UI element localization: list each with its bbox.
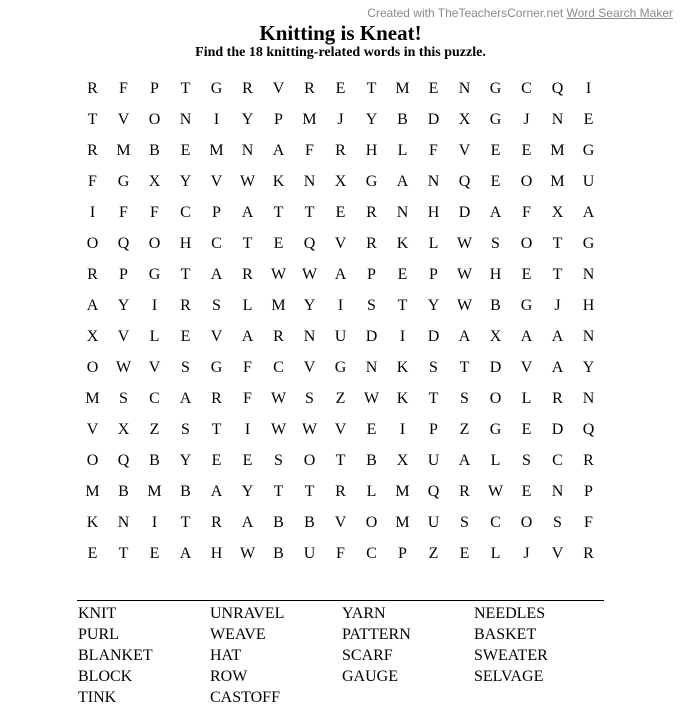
- word-list-item: NEEDLES: [474, 605, 546, 622]
- grid-letter: T: [180, 80, 191, 97]
- grid-letter: A: [520, 328, 533, 345]
- grid-letter: V: [520, 359, 533, 376]
- grid-letter: G: [489, 421, 502, 438]
- grid-letter: M: [271, 297, 286, 314]
- word-list-item: CASTOFF: [210, 689, 280, 706]
- grid-letter: M: [550, 142, 565, 159]
- grid-letter: X: [551, 204, 564, 221]
- grid-letter: S: [460, 390, 469, 407]
- grid-letter: M: [116, 142, 131, 159]
- grid-letter: T: [304, 483, 315, 500]
- grid-letter: T: [397, 297, 408, 314]
- grid-letter: V: [117, 111, 130, 128]
- grid-letter: X: [458, 111, 471, 128]
- grid-letter: R: [242, 80, 253, 97]
- grid-letter: E: [397, 266, 408, 283]
- grid-letter: I: [89, 204, 96, 221]
- grid-letter: D: [551, 421, 564, 438]
- grid-letter: N: [582, 390, 595, 407]
- grid-letter: O: [520, 173, 533, 190]
- grid-letter: Z: [335, 390, 346, 407]
- grid-letter: Y: [427, 297, 440, 314]
- grid-letter: P: [274, 111, 283, 128]
- grid-letter: N: [179, 111, 192, 128]
- grid-letter: P: [398, 545, 407, 562]
- grid-letter: W: [270, 266, 287, 283]
- grid-letter: U: [334, 328, 347, 345]
- grid-letter: Y: [241, 111, 254, 128]
- grid-letter: R: [335, 142, 346, 159]
- grid-letter: Z: [149, 421, 160, 438]
- grid-letter: R: [87, 142, 98, 159]
- grid-letter: N: [458, 80, 471, 97]
- grid-letter: Y: [582, 359, 595, 376]
- grid-letter: I: [337, 297, 344, 314]
- grid-letter: H: [179, 235, 192, 252]
- grid-letter: S: [212, 297, 221, 314]
- grid-letter: Y: [179, 452, 192, 469]
- grid-letter: V: [148, 359, 161, 376]
- grid-letter: E: [521, 483, 532, 500]
- grid-letter: I: [244, 421, 251, 438]
- grid-letter: R: [583, 452, 594, 469]
- grid-letter: W: [301, 266, 318, 283]
- grid-letter: X: [489, 328, 502, 345]
- word-list-item: GAUGE: [342, 668, 398, 685]
- grid-letter: P: [150, 80, 159, 97]
- grid-letter: P: [119, 266, 128, 283]
- word-list-item: UNRAVEL: [210, 605, 285, 622]
- grid-letter: I: [399, 328, 406, 345]
- grid-letter: R: [87, 80, 98, 97]
- grid-letter: A: [582, 204, 595, 221]
- grid-letter: F: [305, 142, 314, 159]
- grid-letter: U: [427, 452, 440, 469]
- grid-letter: V: [86, 421, 99, 438]
- grid-letter: V: [210, 328, 223, 345]
- grid-letter: N: [551, 483, 564, 500]
- grid-letter: M: [209, 142, 224, 159]
- grid-letter: N: [241, 142, 254, 159]
- grid-letter: Y: [117, 297, 130, 314]
- grid-letter: E: [490, 142, 501, 159]
- grid-letter: E: [459, 545, 470, 562]
- grid-letter: F: [429, 142, 438, 159]
- grid-letter: B: [149, 452, 160, 469]
- grid-letter: S: [553, 514, 562, 531]
- grid-letter: F: [119, 80, 128, 97]
- grid-letter: Q: [427, 483, 440, 500]
- grid-letter: X: [117, 421, 130, 438]
- grid-letter: G: [210, 80, 223, 97]
- grid-letter: T: [273, 483, 284, 500]
- grid-letter: B: [490, 297, 501, 314]
- grid-letter: E: [242, 452, 253, 469]
- grid-letter: S: [305, 390, 314, 407]
- grid-letter: E: [521, 142, 532, 159]
- grid-letter: H: [210, 545, 223, 562]
- grid-letter: Z: [428, 545, 439, 562]
- grid-letter: E: [180, 142, 191, 159]
- grid-letter: A: [396, 173, 409, 190]
- grid-letter: E: [87, 545, 98, 562]
- grid-letter: W: [301, 421, 318, 438]
- grid-letter: A: [551, 359, 564, 376]
- grid-letter: L: [149, 328, 160, 345]
- credit-line: [367, 6, 673, 20]
- grid-letter: G: [365, 173, 378, 190]
- grid-letter: W: [487, 483, 504, 500]
- grid-letter: A: [489, 204, 502, 221]
- grid-letter: R: [87, 266, 98, 283]
- grid-letter: H: [489, 266, 502, 283]
- grid-letter: S: [274, 452, 283, 469]
- grid-letter: A: [179, 390, 192, 407]
- grid-letter: R: [335, 483, 346, 500]
- grid-letter: X: [334, 173, 347, 190]
- grid-letter: P: [367, 266, 376, 283]
- grid-letter: L: [521, 390, 532, 407]
- grid-letter: A: [210, 483, 223, 500]
- grid-letter: R: [273, 328, 284, 345]
- grid-letter: E: [273, 235, 284, 252]
- grid-letter: G: [148, 266, 161, 283]
- grid-letter: K: [272, 173, 285, 190]
- grid-letter: K: [396, 390, 409, 407]
- grid-letter: V: [210, 173, 223, 190]
- grid-letter: D: [427, 328, 440, 345]
- word-list-item: SELVAGE: [474, 668, 544, 685]
- grid-letter: L: [242, 297, 253, 314]
- word-list-item: YARN: [342, 605, 386, 622]
- grid-letter: K: [396, 235, 409, 252]
- grid-letter: T: [180, 266, 191, 283]
- grid-letter: M: [147, 483, 162, 500]
- grid-letter: E: [521, 266, 532, 283]
- grid-letter: E: [180, 328, 191, 345]
- grid-letter: W: [456, 266, 473, 283]
- grid-letter: H: [365, 142, 378, 159]
- grid-letter: H: [427, 204, 440, 221]
- grid-letter: X: [148, 173, 161, 190]
- grid-letter: F: [119, 204, 128, 221]
- grid-letter: J: [523, 111, 530, 128]
- grid-letter: G: [334, 359, 347, 376]
- grid-letter: B: [118, 483, 129, 500]
- grid-letter: Y: [303, 297, 316, 314]
- grid-letter: Q: [551, 80, 564, 97]
- grid-letter: N: [427, 173, 440, 190]
- grid-letter: K: [396, 359, 409, 376]
- grid-letter: T: [335, 452, 346, 469]
- grid-letter: G: [117, 173, 130, 190]
- grid-letter: E: [490, 173, 501, 190]
- grid-letter: A: [86, 297, 99, 314]
- grid-letter: W: [363, 390, 380, 407]
- grid-letter: J: [523, 545, 530, 562]
- grid-letter: L: [490, 545, 501, 562]
- grid-letter: E: [428, 80, 439, 97]
- grid-letter: N: [551, 111, 564, 128]
- grid-letter: D: [489, 359, 502, 376]
- grid-letter: C: [273, 359, 284, 376]
- grid-letter: F: [243, 390, 252, 407]
- grid-letter: S: [181, 359, 190, 376]
- word-list-item: SWEATER: [474, 647, 548, 664]
- grid-letter: S: [460, 514, 469, 531]
- word-list-item: ROW: [210, 668, 248, 685]
- grid-letter: E: [335, 80, 346, 97]
- grid-letter: N: [303, 173, 316, 190]
- grid-letter: R: [242, 266, 253, 283]
- grid-letter: N: [582, 328, 595, 345]
- grid-letter: F: [522, 204, 531, 221]
- grid-letter: M: [395, 80, 410, 97]
- word-list-item: PURL: [78, 626, 119, 643]
- grid-letter: I: [213, 111, 220, 128]
- grid-letter: N: [365, 359, 378, 376]
- grid-letter: M: [85, 390, 100, 407]
- grid-letter: M: [302, 111, 317, 128]
- grid-letter: O: [86, 235, 99, 252]
- grid-letter: R: [552, 390, 563, 407]
- grid-letter: A: [334, 266, 347, 283]
- grid-letter: T: [366, 80, 377, 97]
- grid-letter: W: [239, 545, 256, 562]
- grid-letter: F: [243, 359, 252, 376]
- credit-prefix: Created with TheTeachersCorner.net: [367, 6, 564, 20]
- grid-letter: W: [270, 390, 287, 407]
- grid-letter: O: [86, 452, 99, 469]
- grid-letter: B: [149, 142, 160, 159]
- grid-letter: A: [458, 328, 471, 345]
- grid-letter: B: [366, 452, 377, 469]
- grid-letter: R: [583, 545, 594, 562]
- grid-letter: L: [490, 452, 501, 469]
- grid-letter: G: [582, 235, 595, 252]
- grid-letter: R: [459, 483, 470, 500]
- grid-letter: C: [552, 452, 563, 469]
- grid-letter: I: [151, 297, 158, 314]
- grid-letter: R: [366, 235, 377, 252]
- grid-letter: M: [395, 514, 410, 531]
- word-list-item: BLOCK: [78, 668, 133, 685]
- letter-grid: [77, 73, 604, 569]
- grid-letter: G: [489, 111, 502, 128]
- grid-letter: N: [396, 204, 409, 221]
- grid-letter: V: [334, 235, 347, 252]
- grid-letter: Q: [458, 173, 471, 190]
- grid-letter: O: [303, 452, 316, 469]
- grid-letter: W: [239, 173, 256, 190]
- grid-letter: R: [211, 514, 222, 531]
- grid-letter: J: [554, 297, 561, 314]
- grid-letter: M: [85, 483, 100, 500]
- grid-letter: C: [149, 390, 160, 407]
- grid-letter: T: [242, 235, 253, 252]
- grid-letter: L: [366, 483, 377, 500]
- grid-letter: U: [582, 173, 595, 190]
- grid-letter: M: [550, 173, 565, 190]
- word-list-item: TINK: [78, 689, 117, 706]
- grid-letter: N: [117, 514, 130, 531]
- grid-letter: V: [551, 545, 564, 562]
- grid-letter: B: [397, 111, 408, 128]
- grid-letter: T: [428, 390, 439, 407]
- grid-letter: F: [150, 204, 159, 221]
- grid-letter: V: [117, 328, 130, 345]
- word-list-item: PATTERN: [342, 626, 411, 643]
- grid-letter: A: [210, 266, 223, 283]
- grid-letter: E: [521, 421, 532, 438]
- word-list: [78, 603, 606, 708]
- grid-letter: R: [366, 204, 377, 221]
- grid-letter: T: [118, 545, 129, 562]
- grid-letter: U: [303, 545, 316, 562]
- grid-letter: P: [584, 483, 593, 500]
- word-search-maker-link[interactable]: Word Search Maker: [566, 6, 673, 20]
- word-list-item: BLANKET: [78, 647, 153, 664]
- grid-letter: P: [429, 421, 438, 438]
- grid-letter: S: [491, 235, 500, 252]
- grid-letter: V: [303, 359, 316, 376]
- grid-letter: A: [272, 142, 285, 159]
- grid-letter: Q: [117, 235, 130, 252]
- grid-letter: S: [522, 452, 531, 469]
- grid-letter: G: [489, 80, 502, 97]
- grid-letter: S: [181, 421, 190, 438]
- grid-letter: S: [119, 390, 128, 407]
- grid-letter: A: [241, 328, 254, 345]
- grid-letter: B: [273, 545, 284, 562]
- grid-letter: Y: [365, 111, 378, 128]
- grid-letter: N: [582, 266, 595, 283]
- grid-letter: I: [585, 80, 592, 97]
- grid-letter: O: [489, 390, 502, 407]
- grid-letter: T: [273, 204, 284, 221]
- grid-letter: G: [520, 297, 533, 314]
- grid-letter: K: [86, 514, 99, 531]
- grid-letter: T: [459, 359, 470, 376]
- grid-letter: B: [273, 514, 284, 531]
- grid-letter: B: [304, 514, 315, 531]
- grid-letter: L: [397, 142, 408, 159]
- grid-letter: G: [210, 359, 223, 376]
- grid-letter: J: [337, 111, 344, 128]
- word-list-item: BASKET: [474, 626, 537, 643]
- grid-letter: B: [180, 483, 191, 500]
- grid-letter: S: [367, 297, 376, 314]
- grid-letter: N: [303, 328, 316, 345]
- grid-letter: F: [584, 514, 593, 531]
- grid-letter: T: [552, 235, 563, 252]
- grid-letter: A: [179, 545, 192, 562]
- grid-letter: A: [241, 514, 254, 531]
- grid-letter: E: [583, 111, 594, 128]
- puzzle-title: Knitting is Kneat!: [259, 21, 422, 45]
- grid-letter: T: [87, 111, 98, 128]
- grid-letter: V: [334, 514, 347, 531]
- grid-letter: X: [86, 328, 99, 345]
- grid-letter: Q: [117, 452, 130, 469]
- puzzle-instructions: Find the 18 knitting-related words in this puzzle.: [195, 45, 486, 60]
- grid-letter: C: [180, 204, 191, 221]
- grid-letter: P: [212, 204, 221, 221]
- grid-letter: H: [582, 297, 595, 314]
- grid-letter: S: [429, 359, 438, 376]
- grid-letter: E: [149, 545, 160, 562]
- grid-letter: T: [304, 204, 315, 221]
- grid-letter: I: [151, 514, 158, 531]
- grid-letter: Y: [241, 483, 254, 500]
- grid-letter: C: [211, 235, 222, 252]
- grid-letter: C: [521, 80, 532, 97]
- grid-letter: T: [180, 514, 191, 531]
- grid-letter: O: [520, 235, 533, 252]
- grid-letter: E: [366, 421, 377, 438]
- grid-letter: A: [241, 204, 254, 221]
- word-list-item: HAT: [210, 647, 242, 664]
- grid-letter: W: [115, 359, 132, 376]
- grid-letter: W: [270, 421, 287, 438]
- grid-letter: V: [272, 80, 285, 97]
- grid-letter: C: [366, 545, 377, 562]
- grid-letter: O: [86, 359, 99, 376]
- grid-letter: D: [427, 111, 440, 128]
- grid-letter: D: [458, 204, 471, 221]
- grid-letter: R: [304, 80, 315, 97]
- grid-letter: X: [396, 452, 409, 469]
- word-list-item: SCARF: [342, 647, 393, 664]
- grid-letter: R: [211, 390, 222, 407]
- grid-letter: O: [148, 235, 161, 252]
- grid-letter: A: [458, 452, 471, 469]
- grid-letter: W: [456, 235, 473, 252]
- grid-letter: F: [88, 173, 97, 190]
- grid-letter: Y: [179, 173, 192, 190]
- grid-letter: Q: [582, 421, 595, 438]
- grid-letter: W: [456, 297, 473, 314]
- grid-letter: G: [582, 142, 595, 159]
- word-list-item: WEAVE: [210, 626, 266, 643]
- grid-letter: P: [429, 266, 438, 283]
- grid-letter: Q: [303, 235, 316, 252]
- grid-letter: C: [490, 514, 501, 531]
- grid-letter: D: [365, 328, 378, 345]
- grid-letter: R: [180, 297, 191, 314]
- grid-letter: A: [551, 328, 564, 345]
- word-list-item: KNIT: [78, 605, 117, 622]
- grid-letter: U: [427, 514, 440, 531]
- grid-letter: T: [211, 421, 222, 438]
- grid-letter: F: [336, 545, 345, 562]
- grid-letter: O: [520, 514, 533, 531]
- grid-letter: E: [211, 452, 222, 469]
- grid-letter: Z: [459, 421, 470, 438]
- grid-letter: E: [335, 204, 346, 221]
- grid-letter: L: [428, 235, 439, 252]
- grid-letter: T: [552, 266, 563, 283]
- word-list-divider: [77, 600, 604, 601]
- grid-letter: M: [395, 483, 410, 500]
- grid-letter: O: [148, 111, 161, 128]
- grid-letter: V: [458, 142, 471, 159]
- grid-letter: O: [365, 514, 378, 531]
- grid-letter: V: [334, 421, 347, 438]
- grid-letter: I: [399, 421, 406, 438]
